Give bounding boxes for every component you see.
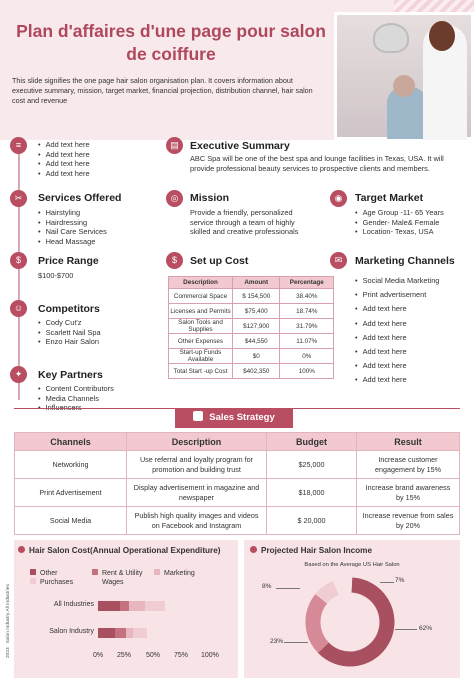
sales-strategy-table bbox=[14, 432, 460, 535]
bar-segment bbox=[133, 628, 147, 638]
legend-purchases bbox=[30, 578, 73, 586]
table-cell: 31.79% bbox=[280, 319, 334, 334]
legend-other bbox=[30, 569, 58, 577]
bar-segment bbox=[120, 601, 129, 611]
list-item: • Add text here bbox=[355, 317, 439, 331]
table-cell: Use referral and loyalty program for promotion and building trust bbox=[127, 451, 267, 479]
donut-slice bbox=[313, 599, 323, 648]
table-header: Result bbox=[357, 433, 460, 451]
legend-marketing bbox=[154, 569, 195, 577]
income-subtitle: Based on the Average US Hair Salon bbox=[304, 562, 400, 568]
hair-dryer-shape bbox=[373, 23, 409, 53]
legend-label: Other bbox=[40, 570, 58, 577]
scissors-icon: ✂ bbox=[10, 190, 27, 207]
table-cell: Increase revenue from sales by 20% bbox=[357, 507, 460, 535]
setup-cost-table bbox=[168, 276, 334, 379]
target-icon: ◎ bbox=[166, 190, 183, 207]
setup-title: Set up Cost bbox=[190, 255, 249, 267]
chart-bullet-icon bbox=[18, 546, 25, 553]
donut-slice bbox=[321, 588, 336, 599]
list-item: • Hairstyling bbox=[38, 208, 107, 218]
tag-icon: $ bbox=[10, 252, 27, 269]
list-item: • Cody Cut'z bbox=[38, 318, 101, 328]
top-list bbox=[38, 140, 90, 178]
table-cell: 38.40% bbox=[280, 289, 334, 304]
legend-wages bbox=[92, 578, 124, 586]
leader-line bbox=[380, 582, 394, 583]
list-item: • Social Media Marketing bbox=[355, 274, 439, 288]
list-item: • Add text here bbox=[38, 159, 90, 169]
bar-segment bbox=[129, 601, 146, 611]
bullseye-icon: ◉ bbox=[330, 190, 347, 207]
mission-text: Provide a friendly, personalized service through a team of highly skilled and creative professionals bbox=[190, 208, 299, 236]
list-item: • Content Contributors bbox=[38, 384, 114, 394]
list-item: • Media Channels bbox=[38, 394, 114, 404]
price-title: Price Range bbox=[38, 255, 99, 267]
list-item: • Add text here bbox=[38, 150, 90, 160]
competitors-title: Competitors bbox=[38, 303, 100, 315]
handshake-icon: ✦ bbox=[10, 366, 27, 383]
timeline-line bbox=[18, 138, 20, 400]
table-cell: Print Advertisement bbox=[15, 479, 127, 507]
legend-label: Wages bbox=[102, 579, 124, 586]
list-item: • Nail Care Services bbox=[38, 227, 107, 237]
table-cell: Salon Tools and Supplies bbox=[169, 319, 233, 334]
tick-label: 75% bbox=[174, 652, 189, 659]
table-cell: 0% bbox=[280, 349, 334, 364]
bar-segment bbox=[145, 601, 165, 611]
donut-label: 8% bbox=[262, 583, 272, 590]
table-cell: $75,400 bbox=[233, 304, 280, 319]
list-item: • Enzo Hair Salon bbox=[38, 337, 101, 347]
donut-label: 7% bbox=[395, 577, 405, 584]
table-header: Amount bbox=[233, 277, 280, 289]
table-cell: Increase brand awareness by 15% bbox=[357, 479, 460, 507]
list-item: • Add text here bbox=[355, 373, 439, 387]
table-header: Budget bbox=[267, 433, 357, 451]
table-row bbox=[15, 507, 460, 535]
list-item: • Add text here bbox=[38, 140, 90, 150]
table-cell: 18.74% bbox=[280, 304, 334, 319]
table-row bbox=[169, 364, 334, 379]
exec-text: ABC Spa will be one of the best spa and lounge facilities in Texas, USA. It will provide professional beauty services to prospective clients and members. bbox=[190, 154, 444, 173]
list-item: • Hairdressing bbox=[38, 218, 107, 228]
list-item: • Add text here bbox=[355, 331, 439, 345]
people-icon: ☺ bbox=[10, 300, 27, 317]
list-item: • Scarlett Nail Spa bbox=[38, 328, 101, 338]
chart-icon: ▤ bbox=[166, 137, 183, 154]
table-cell: Licenses and Permits bbox=[169, 304, 233, 319]
donut-slice bbox=[336, 585, 352, 588]
category-label: Salon Industry bbox=[49, 628, 94, 635]
table-cell: Increase customer engagement by 15% bbox=[357, 451, 460, 479]
services-list bbox=[38, 208, 107, 246]
income-title: Projected Hair Salon Income bbox=[261, 546, 373, 555]
table-cell: 11.07% bbox=[280, 334, 334, 349]
table-row bbox=[15, 479, 460, 507]
table-cell: Commercial Space bbox=[169, 289, 233, 304]
list-item: • Print advertisement bbox=[355, 288, 439, 302]
list-item: • Location- Texas, USA bbox=[355, 227, 444, 237]
bar-segment bbox=[165, 601, 208, 611]
source-label: Salon Industry All Industries bbox=[6, 584, 11, 644]
leader-line bbox=[276, 588, 300, 589]
tick-label: 0% bbox=[93, 652, 104, 659]
table-cell: $402,350 bbox=[233, 364, 280, 379]
target-list bbox=[355, 208, 444, 237]
table-header: Percentage bbox=[280, 277, 334, 289]
table-cell: $25,000 bbox=[267, 451, 357, 479]
legend-rent bbox=[92, 569, 142, 577]
table-cell: Publish high quality images and videos on Facebook and Instagram bbox=[127, 507, 267, 535]
table-row bbox=[169, 304, 334, 319]
table-cell: Social Media bbox=[15, 507, 127, 535]
table-cell: 100% bbox=[280, 364, 334, 379]
sales-strategy-title: Sales Strategy bbox=[209, 412, 275, 423]
money-icon: $ bbox=[166, 252, 183, 269]
income-title-wrap bbox=[250, 546, 372, 555]
source-note bbox=[6, 584, 11, 658]
intro-text: This slide signifies the one page hair salon organisation plan. It covers information about executive summary, mission, target market, financial projection, distribution channel, hair salon cost and revenue bbox=[12, 76, 313, 105]
legend-swatch bbox=[154, 569, 160, 575]
strategy-icon bbox=[193, 411, 203, 421]
partners-title: Key Partners bbox=[38, 369, 103, 381]
list-item: • Add text here bbox=[355, 359, 439, 373]
page-title: Plan d'affaires d'une page pour salon de coiffure bbox=[16, 21, 326, 64]
donut-label: 62% bbox=[419, 625, 433, 632]
legend-swatch bbox=[30, 578, 36, 584]
income-donut bbox=[305, 572, 395, 672]
cost-chart-title-wrap bbox=[18, 546, 221, 555]
legend-swatch bbox=[30, 569, 36, 575]
tick-label: 100% bbox=[201, 652, 219, 659]
leader-line bbox=[395, 629, 417, 630]
bar-segment bbox=[126, 628, 134, 638]
leader-line bbox=[284, 642, 308, 643]
table-cell: Networking bbox=[15, 451, 127, 479]
bar-segment bbox=[148, 628, 209, 638]
table-cell: $ 20,000 bbox=[267, 507, 357, 535]
legend-swatch bbox=[92, 578, 98, 584]
table-row bbox=[169, 289, 334, 304]
tick-label: 25% bbox=[117, 652, 132, 659]
table-cell: Display advertisement in magazine and newspaper bbox=[127, 479, 267, 507]
table-row bbox=[169, 319, 334, 334]
cost-chart-title: Hair Salon Cost(Annual Operational Expenditure) bbox=[29, 546, 221, 555]
table-cell: $44,550 bbox=[233, 334, 280, 349]
price-value: $100-$700 bbox=[38, 271, 74, 280]
table-cell: Total Start -up Cost bbox=[169, 364, 233, 379]
services-title: Services Offered bbox=[38, 192, 122, 204]
channels-list bbox=[355, 274, 439, 388]
list-item: • Add text here bbox=[355, 302, 439, 316]
megaphone-icon: ✉ bbox=[330, 252, 347, 269]
mission-title: Mission bbox=[190, 192, 230, 204]
channels-title: Marketing Channels bbox=[355, 255, 455, 267]
legend-swatch bbox=[92, 569, 98, 575]
list-item: • Age Group -11- 65 Years bbox=[355, 208, 444, 218]
sales-strategy-banner bbox=[175, 408, 293, 428]
stylist-head-shape bbox=[429, 21, 455, 51]
list-item: • Add text here bbox=[38, 169, 90, 179]
table-header: Description bbox=[127, 433, 267, 451]
legend-label: Purchases bbox=[40, 579, 74, 586]
list-item: • Add text here bbox=[355, 345, 439, 359]
photo-image bbox=[334, 12, 474, 140]
table-header: Description bbox=[169, 277, 233, 289]
donut-label: 23% bbox=[270, 638, 284, 645]
target-title: Target Market bbox=[355, 192, 424, 204]
list-item: • Head Massage bbox=[38, 237, 107, 247]
legend-label: Marketing bbox=[164, 570, 195, 577]
list-item: • Gender- Male& Female bbox=[355, 218, 444, 228]
bar-segment bbox=[98, 628, 115, 638]
table-header: Channels bbox=[15, 433, 127, 451]
bar-segment bbox=[115, 628, 126, 638]
table-cell: $18,000 bbox=[267, 479, 357, 507]
competitors-list bbox=[38, 318, 101, 347]
chart-bullet-icon bbox=[250, 546, 257, 553]
legend-label: Rent & Utility bbox=[102, 570, 143, 577]
table-row bbox=[15, 451, 460, 479]
table-cell: $0 bbox=[233, 349, 280, 364]
table-row bbox=[169, 349, 334, 364]
document-icon: ≡ bbox=[10, 137, 27, 154]
table-cell: $127,900 bbox=[233, 319, 280, 334]
salon-photo bbox=[328, 0, 474, 140]
table-cell: Other Expenses bbox=[169, 334, 233, 349]
table-row bbox=[169, 334, 334, 349]
exec-title: Executive Summary bbox=[190, 140, 290, 152]
tick-label: 50% bbox=[146, 652, 161, 659]
category-label: All Industries bbox=[53, 601, 94, 608]
table-cell: Start-up Funds Available bbox=[169, 349, 233, 364]
table-cell: $ 154,500 bbox=[233, 289, 280, 304]
year-label: 2023 bbox=[6, 647, 11, 658]
client-head-shape bbox=[393, 75, 415, 97]
bar-segment bbox=[98, 601, 120, 611]
